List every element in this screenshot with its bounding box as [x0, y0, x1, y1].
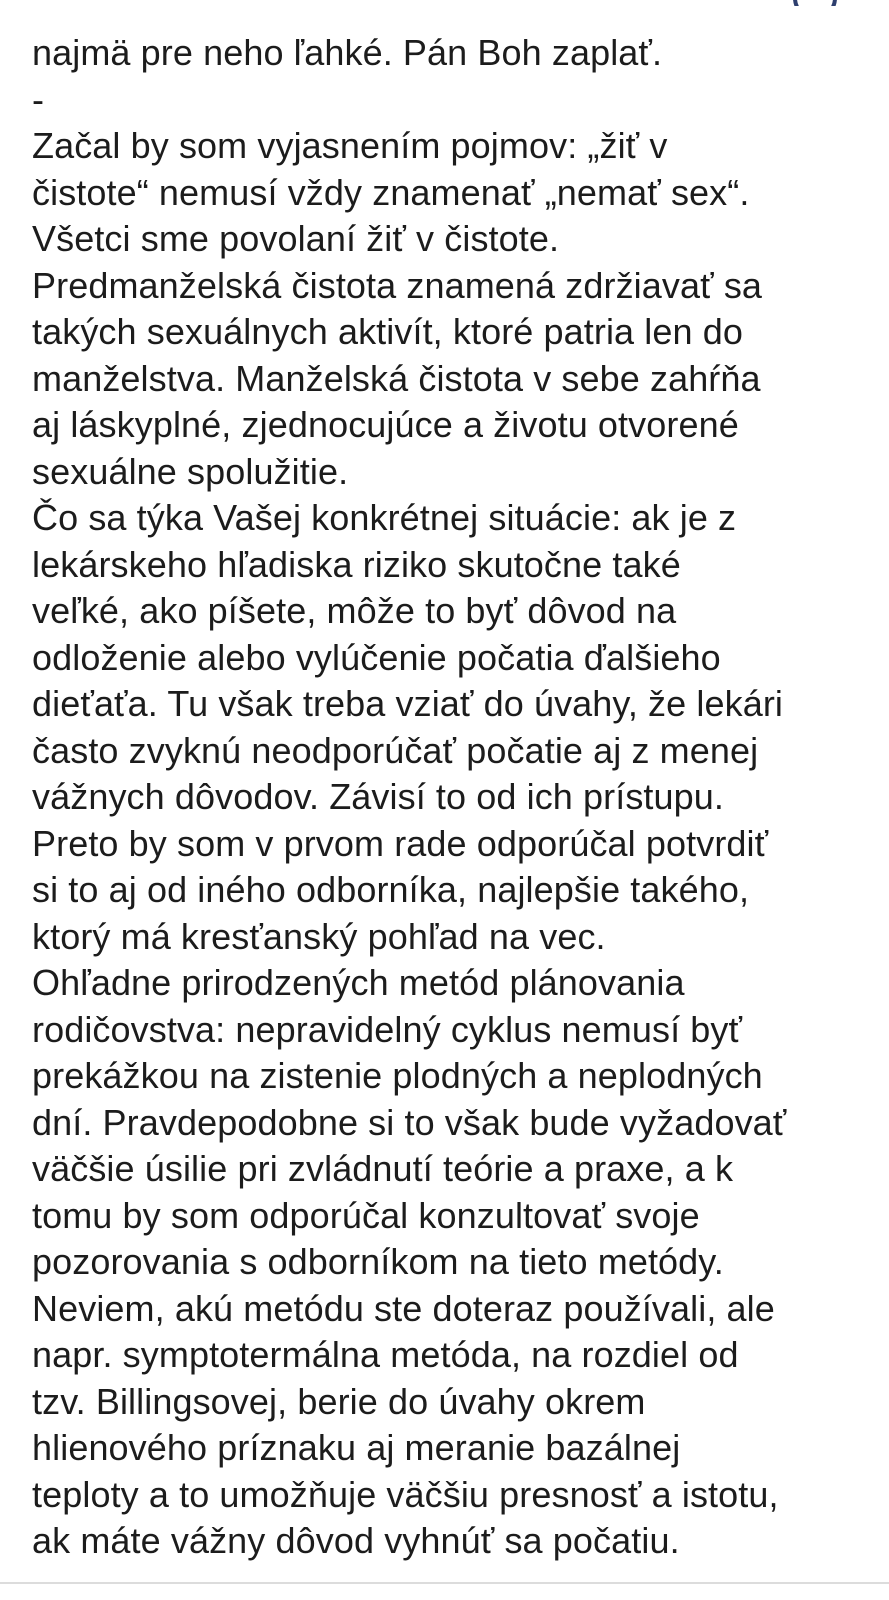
post-line: prekážkou na zistenie plodných a neplodných [32, 1055, 763, 1096]
post-line: čistote“ nemusí vždy znamenať „nemať sex“. [32, 171, 750, 213]
post-line: ak máte vážny dôvod vyhnúť sa počatiu. [32, 1520, 680, 1561]
post-body [32, 30, 862, 1565]
post-line: Predmanželská čistota znamená zdržiavať sa [32, 264, 763, 306]
post-line: - [32, 78, 45, 120]
post-line: teploty a to umožňuje väčšiu presnosť a istotu, [32, 1473, 779, 1515]
post-line: Neviem, akú metódu ste doteraz používali, ale [32, 1287, 775, 1329]
post-line: často zvyknú neodporúčať počatie aj z menej [32, 729, 759, 771]
cropped-header-strip [0, 0, 889, 6]
post-line: hlienového príznaku aj meranie bazálnej [32, 1427, 681, 1468]
post-line: takých sexuálnych aktivít, ktoré patria len do [32, 311, 743, 352]
post-line: veľké, ako píšete, môže to byť dôvod na [32, 590, 677, 631]
post-line: väčšie úsilie pri zvládnutí teórie a praxe, a k [32, 1148, 734, 1189]
post-line: aj láskyplné, zjednocujúce a životu otvorené [32, 404, 739, 445]
post-line: vážnych dôvodov. Závisí to od ich prístupu. [32, 776, 724, 817]
post-line: Ohľadne prirodzených metód plánovania [32, 962, 685, 1003]
post-line: rodičovstva: nepravidelný cyklus nemusí byť [32, 1008, 743, 1050]
post-line: dní. Pravdepodobne si to však bude vyžadovať [32, 1101, 787, 1143]
post-line: sexuálne spolužitie. [32, 450, 349, 492]
post-line: Čo sa týka Vašej konkrétnej situácie: ak je z [32, 497, 737, 538]
post-line: Preto by som v prvom rade odporúčal potvrdiť [32, 822, 769, 864]
post-line: manželstva. Manželská čistota v sebe zahŕňa [32, 357, 761, 399]
post-line: si to aj od iného odborníka, najlepšie takého, [32, 869, 750, 910]
post-line: dieťaťa. Tu však treba vziať do úvahy, že lekári [32, 683, 784, 724]
post-line: lekárskeho hľadiska riziko skutočne také [32, 543, 681, 585]
post-line: Začal by som vyjasnením pojmov: „žiť v [32, 125, 668, 166]
post-line: Všetci sme povolaní žiť v čistote. [32, 218, 560, 259]
post-line: napr. symptotermálna metóda, na rozdiel od [32, 1334, 739, 1375]
post-line: najmä pre neho ľahké. Pán Boh zaplať. [32, 32, 663, 73]
post-line: tomu by som odporúčal konzultovať svoje [32, 1194, 700, 1236]
post-line: odloženie alebo vylúčenie počatia ďalšieho [32, 636, 721, 678]
bottom-cutoff [0, 1582, 889, 1600]
search-icon[interactable] [793, 0, 837, 6]
post-line: tzv. Billingsovej, berie do úvahy okrem [32, 1380, 646, 1422]
post-line: ktorý má kresťanský pohľad na vec. [32, 915, 606, 957]
post-line: pozorovania s odborníkom na tieto metódy. [32, 1241, 724, 1282]
divider [0, 1582, 889, 1584]
